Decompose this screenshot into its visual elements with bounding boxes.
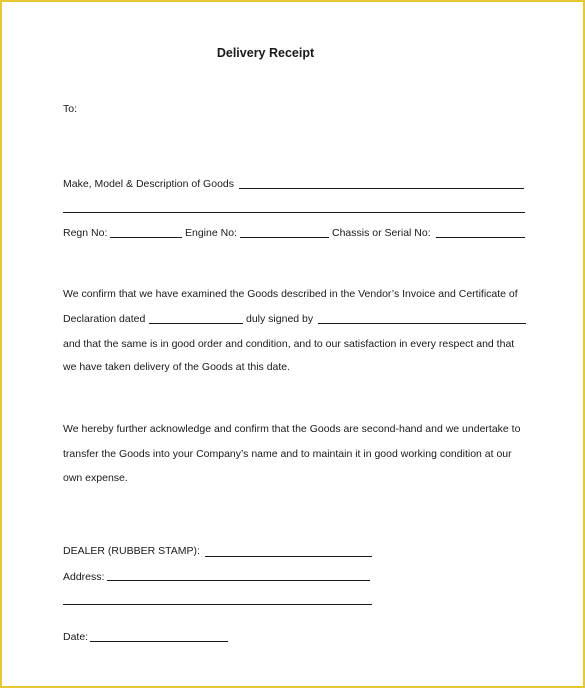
date-blank-line[interactable] bbox=[90, 641, 228, 642]
para1-line4: we have taken delivery of the Goods at this date. bbox=[63, 361, 291, 373]
address-blank-line-2[interactable] bbox=[63, 604, 372, 605]
chassis-blank-line[interactable] bbox=[436, 237, 525, 238]
goods-blank-line[interactable] bbox=[239, 188, 524, 189]
date-label: Date: bbox=[63, 631, 89, 643]
document-title: Delivery Receipt bbox=[216, 46, 315, 60]
dealer-blank-line[interactable] bbox=[205, 556, 372, 557]
regn-blank-line[interactable] bbox=[110, 237, 182, 238]
engine-label: Engine No: bbox=[185, 227, 237, 239]
para1-line2-a: Declaration dated bbox=[63, 313, 146, 325]
para2-line3: own expense. bbox=[63, 472, 128, 484]
chassis-label: Chassis or Serial No: bbox=[332, 227, 431, 239]
address-label: Address: bbox=[63, 571, 105, 583]
para1-line3: and that the same is in good order and condition, and to our satisfaction in every respect and that bbox=[63, 338, 515, 350]
signed-by-blank-line[interactable] bbox=[318, 323, 526, 324]
para1-line2-b: duly signed by bbox=[246, 313, 314, 325]
para2-line1: We hereby further acknowledge and confirm that the Goods are second-hand and we undertake to bbox=[63, 423, 521, 435]
regn-label: Regn No: bbox=[63, 227, 108, 239]
para1-line1: We confirm that we have examined the Goods described in the Vendor’s Invoice and Certificate of bbox=[63, 288, 518, 300]
to-label: To: bbox=[63, 103, 78, 115]
engine-blank-line[interactable] bbox=[240, 237, 329, 238]
declaration-date-blank-line[interactable] bbox=[149, 323, 243, 324]
dealer-label: DEALER (RUBBER STAMP): bbox=[63, 545, 200, 557]
para2-line2: transfer the Goods into your Company’s name and to maintain it in good working condition at our bbox=[63, 448, 512, 460]
goods-label: Make, Model & Description of Goods bbox=[63, 178, 234, 190]
address-blank-line[interactable] bbox=[107, 580, 370, 581]
goods-blank-line-2[interactable] bbox=[63, 212, 525, 213]
